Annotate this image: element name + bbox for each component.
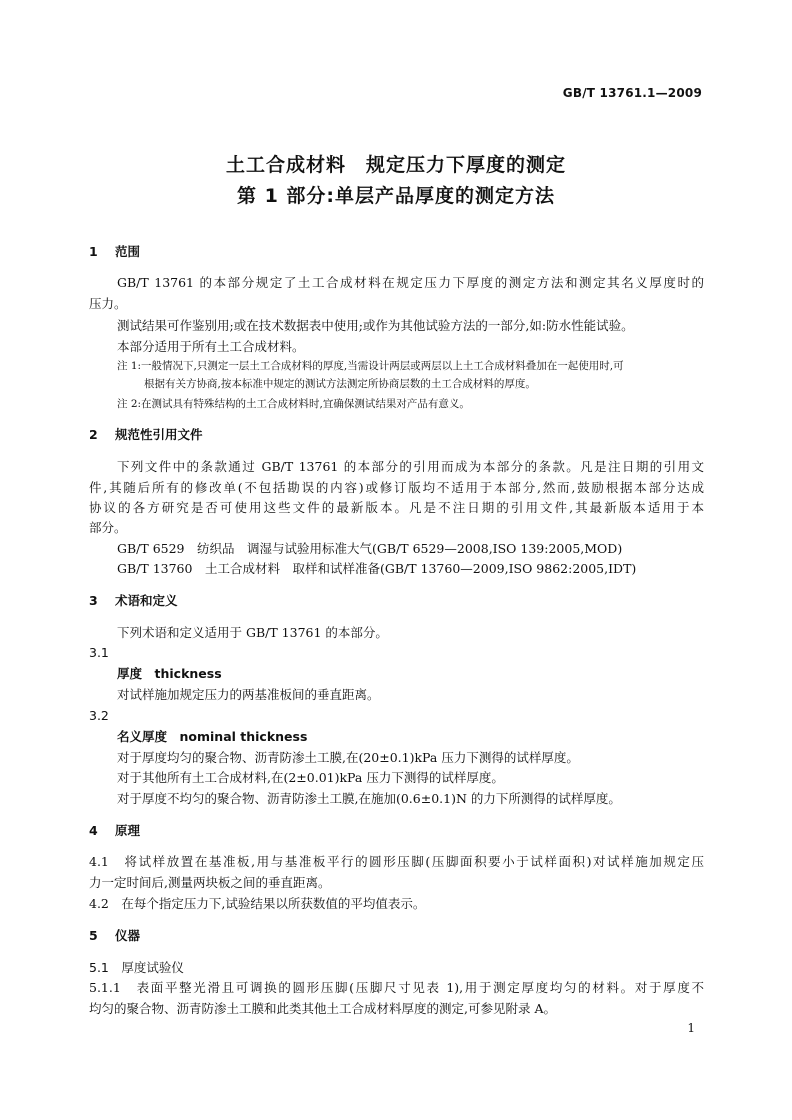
note-line: 根据有关方协商,按本标准中规定的测试方法测定所协商层数的土工合成材料的厚度。: [144, 378, 536, 390]
section-heading-5: [89, 928, 140, 944]
paragraph-line: 下列术语和定义适用于 GB/T 13761 的本部分。: [117, 625, 388, 640]
section-number: 5: [89, 928, 98, 943]
section-number: 1: [89, 244, 98, 259]
section-heading-2: [89, 427, 203, 443]
clause-number: 3.2: [89, 708, 109, 723]
section-number: 3: [89, 593, 98, 608]
definition-text: 对于厚度均匀的聚合物、沥青防渗土工膜,在(20±0.1)kPa 压力下测得的试样厚度。: [117, 750, 579, 765]
section-title: 仪器: [115, 928, 141, 943]
paragraph-line: 4.2 在每个指定压力下,试验结果以所获数值的平均值表示。: [89, 896, 426, 911]
definition-text: 对于厚度不均匀的聚合物、沥青防渗土工膜,在施加(0.6±0.1)N 的力下所测得的试样厚度。: [117, 791, 621, 806]
paragraph-line: 均匀的聚合物、沥青防渗土工膜和此类其他土工合成材料厚度的测定,可参见附录 A。: [89, 1001, 556, 1016]
term-heading: 厚度 thickness: [117, 666, 222, 681]
note-line: 注 2:在测试具有特殊结构的土工合成材料时,宜确保测试结果对产品有意义。: [117, 398, 470, 410]
section-title: 范围: [115, 244, 141, 259]
document-title-line1: 土工合成材料 规定压力下厚度的测定: [225, 154, 566, 176]
paragraph-line: 测试结果可作鉴别用;或在技术数据表中使用;或作为其他试验方法的一部分,如:防水性能试验。: [117, 318, 634, 333]
term-heading: 名义厚度 nominal thickness: [117, 729, 308, 744]
section-title: 术语和定义: [115, 593, 178, 608]
reference-item: GB/T 6529 纺织品 调湿与试验用标准大气(GB/T 6529—2008,ISO 139:2005,MOD): [117, 541, 623, 556]
reference-item: GB/T 13760 土工合成材料 取样和试样准备(GB/T 13760—2009,ISO 9862:2005,IDT): [117, 561, 637, 576]
paragraph-line: 5.1.1 表面平整光滑且可调换的圆形压脚(压脚尺寸见表 1),用于测定厚度均匀的材料。对于厚度不: [89, 980, 704, 995]
standard-code: GB/T 13761.1—2009: [562, 86, 702, 100]
section-title: 规范性引用文件: [115, 427, 203, 442]
note-line: 注 1:一般情况下,只测定一层土工合成材料的厚度,当需设计两层或两层以上土工合成材料叠加在一起使用时,可: [117, 360, 624, 372]
section-heading-1: [89, 244, 140, 260]
section-heading-3: [89, 593, 178, 609]
paragraph-line: 4.1 将试样放置在基准板,用与基准板平行的圆形压脚(压脚面积要小于试样面积)对试样施加规定压: [89, 854, 704, 869]
paragraph-line: 下列文件中的条款通过 GB/T 13761 的本部分的引用而成为本部分的条款。凡是注日期的引用文: [117, 459, 704, 474]
page-number: 1: [687, 1021, 695, 1035]
paragraph-line: 本部分适用于所有土工合成材料。: [117, 339, 305, 354]
paragraph-line: 件,其随后所有的修改单(不包括勘误的内容)或修订版均不适用于本部分,然而,鼓励根据本部分达成: [89, 480, 704, 495]
paragraph-line: 协议的各方研究是否可使用这些文件的最新版本。凡是不注日期的引用文件,其最新版本适用于本: [89, 500, 704, 515]
clause-number: 3.1: [89, 645, 109, 660]
paragraph-line: 压力。: [89, 296, 127, 311]
section-title: 原理: [115, 823, 141, 838]
subsection-heading: 5.1 厚度试验仪: [89, 960, 184, 975]
definition-text: 对于其他所有土工合成材料,在(2±0.01)kPa 压力下测得的试样厚度。: [117, 770, 504, 785]
paragraph-line: 部分。: [89, 520, 127, 535]
section-number: 4: [89, 823, 98, 838]
section-heading-4: [89, 823, 140, 839]
section-number: 2: [89, 427, 98, 442]
definition-text: 对试样施加规定压力的两基准板间的垂直距离。: [117, 687, 380, 702]
document-title-line2: 第 1 部分:单层产品厚度的测定方法: [236, 185, 556, 207]
paragraph-line: GB/T 13761 的本部分规定了土工合成材料在规定压力下厚度的测定方法和测定其名义厚度时的: [117, 275, 704, 290]
paragraph-line: 力一定时间后,测量两块板之间的垂直距离。: [89, 875, 331, 890]
